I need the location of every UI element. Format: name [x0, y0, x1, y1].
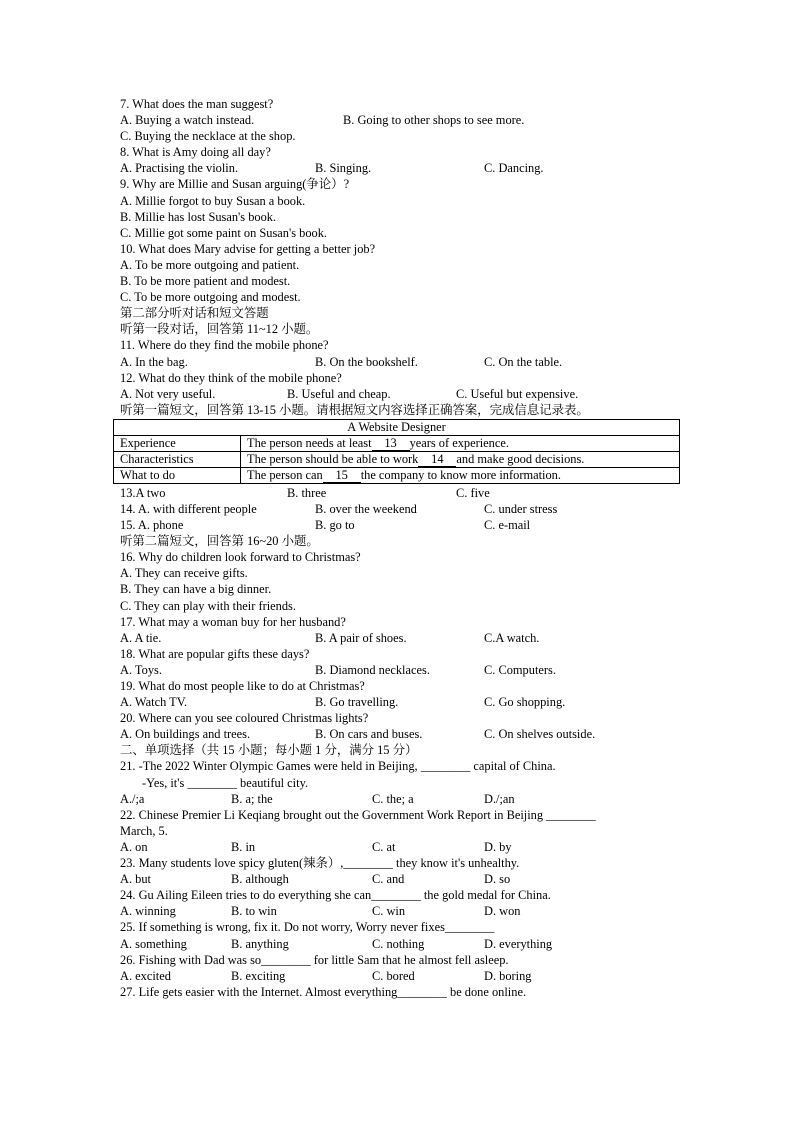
answer-option[interactable]: A. Practising the violin. — [120, 161, 239, 176]
answer-option[interactable]: C. bored — [372, 968, 415, 983]
answer-option[interactable]: B. over the weekend — [315, 501, 417, 516]
answer-option[interactable]: C. Go shopping. — [484, 695, 566, 710]
answer-option[interactable]: D. everything — [484, 936, 553, 951]
answer-option[interactable]: D. by — [484, 839, 512, 854]
row-label: Experience — [114, 435, 241, 451]
text-line: B. To be more patient and modest. — [120, 274, 291, 289]
answer-option[interactable]: C. Computers. — [484, 662, 556, 677]
text-line: B. Millie has lost Susan's book. — [120, 209, 277, 224]
answer-option[interactable]: B. A pair of shoes. — [315, 630, 407, 645]
answer-option[interactable]: D. boring — [484, 968, 532, 983]
answer-option[interactable]: B. go to — [315, 518, 355, 533]
answer-option[interactable]: B. On the bookshelf. — [315, 354, 418, 369]
answer-option[interactable]: B. Useful and cheap. — [287, 386, 391, 401]
answer-option[interactable]: C. On the table. — [484, 354, 563, 369]
text-line: C. Millie got some paint on Susan's book. — [120, 225, 328, 240]
text-line: March, 5. — [120, 823, 168, 838]
options-row — [120, 871, 680, 887]
answer-option[interactable]: C. Useful but expensive. — [456, 386, 579, 401]
exam-page — [120, 96, 680, 1000]
text-line: 听第一段对话，回答第 11~12 小题。 — [120, 322, 319, 337]
options-row — [120, 839, 680, 855]
answer-option[interactable]: A. Not very useful. — [120, 386, 216, 401]
options-row — [120, 936, 680, 952]
answer-option[interactable]: 15. A. phone — [120, 518, 184, 533]
answer-option[interactable]: C. the; a — [372, 791, 414, 806]
options-row — [120, 791, 680, 807]
row-label: Characteristics — [114, 451, 241, 467]
table-row — [114, 451, 680, 467]
text-line: 19. What do most people like to do at Christmas? — [120, 679, 365, 693]
text-line: A. To be more outgoing and patient. — [120, 257, 300, 272]
answer-option[interactable]: A. On buildings and trees. — [120, 727, 251, 742]
options-row — [120, 160, 680, 176]
answer-option[interactable]: B. Diamond necklaces. — [315, 662, 430, 677]
text-line: 17. What may a woman buy for her husband? — [120, 614, 346, 629]
answer-option[interactable]: A. In the bag. — [120, 354, 188, 369]
answer-option[interactable]: A. something — [120, 936, 187, 951]
answer-option[interactable]: 14. A. with different people — [120, 501, 257, 516]
options-row — [120, 968, 680, 984]
text-line: 听第二篇短文，回答第 16~20 小题。 — [120, 534, 319, 549]
row-content — [241, 435, 680, 451]
options-row — [120, 517, 680, 533]
row-text-before: The person can — [247, 467, 323, 482]
options-row — [120, 694, 680, 710]
answer-option[interactable]: C. On shelves outside. — [484, 727, 596, 742]
options-row — [120, 630, 680, 646]
text-line: -Yes, it's ________ beautiful city. — [142, 775, 309, 790]
row-text-after: the company to know more information. — [360, 467, 561, 482]
answer-option[interactable]: A. winning — [120, 904, 176, 919]
row-content — [241, 451, 680, 467]
answer-option[interactable]: A. but — [120, 872, 151, 887]
table-row — [114, 467, 680, 483]
answer-option[interactable]: D. so — [484, 872, 511, 887]
text-line: 10. What does Mary advise for getting a better job? — [120, 241, 376, 256]
answer-option[interactable]: B. to win — [231, 904, 277, 919]
options-row — [120, 354, 680, 370]
answer-option[interactable]: B. Go travelling. — [315, 695, 399, 710]
text-line: 9. Why are Millie and Susan arguing(争论）? — [120, 177, 350, 192]
text-line: 18. What are popular gifts these days? — [120, 646, 310, 661]
info-table — [113, 419, 680, 484]
answer-option[interactable]: A. Toys. — [120, 662, 162, 677]
row-text-after: and make good decisions. — [456, 451, 585, 466]
row-text-before: The person should be able to work — [247, 451, 419, 466]
answer-option[interactable]: C. nothing — [372, 936, 425, 951]
answer-option[interactable]: C.A watch. — [484, 630, 540, 645]
answer-option[interactable]: B. a; the — [231, 791, 273, 806]
answer-option[interactable]: C. Dancing. — [484, 161, 544, 176]
answer-option[interactable]: B. although — [231, 872, 289, 887]
table-title: A Website Designer — [114, 419, 680, 435]
text-line: 第二部分听对话和短文答题 — [120, 306, 269, 321]
row-text-before: The person needs at least — [247, 435, 372, 450]
answer-blank[interactable]: 14 — [418, 453, 456, 467]
table-row — [114, 435, 680, 451]
answer-blank[interactable]: 13 — [372, 437, 410, 451]
answer-option[interactable]: D./;an — [484, 791, 515, 806]
options-row — [120, 903, 680, 919]
text-line: 22. Chinese Premier Li Keqiang brought out the Government Work Report in Beijing ________ — [120, 807, 596, 822]
answer-option[interactable]: C. under stress — [484, 501, 558, 516]
text-line: 8. What is Amy doing all day? — [120, 145, 271, 160]
answer-option[interactable]: A. Watch TV. — [120, 695, 188, 710]
answer-blank[interactable]: 15 — [323, 469, 361, 483]
answer-option[interactable]: B. Singing. — [315, 161, 372, 176]
answer-option[interactable]: B. On cars and buses. — [315, 727, 423, 742]
text-line: 11. Where do they find the mobile phone? — [120, 338, 329, 353]
answer-option[interactable]: C. at — [372, 839, 396, 854]
text-line: B. They can have a big dinner. — [120, 582, 272, 597]
options-row — [120, 662, 680, 678]
text-line: 21. -The 2022 Winter Olympic Games were held in Beijing, ________ capital of China. — [120, 759, 556, 774]
answer-option[interactable]: A. excited — [120, 968, 171, 983]
answer-option[interactable]: B. anything — [231, 936, 289, 951]
text-line: C. To be more outgoing and modest. — [120, 290, 301, 305]
text-line: 23. Many students love spicy gluten(辣条）,________ they know it's unhealthy. — [120, 856, 520, 871]
text-line: 26. Fishing with Dad was so________ for little Sam that he almost fell asleep. — [120, 952, 509, 967]
text-line: C. Buying the necklace at the shop. — [120, 129, 296, 144]
row-text-after: years of experience. — [409, 435, 509, 450]
text-line: 7. What does the man suggest? — [120, 97, 274, 111]
answer-option[interactable]: A. A tie. — [120, 630, 162, 645]
text-line: A. Millie forgot to buy Susan a book. — [120, 193, 306, 208]
answer-option[interactable]: C. five — [456, 485, 490, 500]
answer-option[interactable]: A. on — [120, 839, 148, 854]
answer-option[interactable]: B. in — [231, 839, 256, 854]
options-row — [120, 726, 680, 742]
text-line: C. They can play with their friends. — [120, 598, 296, 613]
answer-option[interactable]: B. three — [287, 485, 327, 500]
text-line: 27. Life gets easier with the Internet. Almost everything________ be done online. — [120, 984, 527, 999]
answer-option[interactable]: 13.A two — [120, 485, 166, 500]
text-line: 二、单项选择（共 15 小题；每小题 1 分，满分 15 分） — [120, 743, 418, 758]
row-content — [241, 467, 680, 483]
text-line: 25. If something is wrong, fix it. Do not worry, Worry never fixes________ — [120, 920, 495, 935]
text-line: A. They can receive gifts. — [120, 566, 248, 581]
answer-option[interactable]: B. exciting — [231, 968, 286, 983]
text-line: 24. Gu Ailing Eileen tries to do everything she can________ the gold medal for China. — [120, 888, 551, 903]
answer-option[interactable]: A./;a — [120, 791, 145, 806]
text-line: 12. What do they think of the mobile phone? — [120, 370, 342, 385]
answer-option[interactable]: C. e-mail — [484, 518, 531, 533]
answer-option[interactable]: A. Buying a watch instead. — [120, 113, 255, 128]
answer-option[interactable]: C. and — [372, 872, 405, 887]
answer-option[interactable]: D. won — [484, 904, 521, 919]
options-row — [120, 386, 680, 402]
options-row — [120, 501, 680, 517]
options-row — [120, 485, 680, 501]
text-line: 听第一篇短文，回答第 13-15 小题。请根据短文内容选择正确答案，完成信息记录表。 — [120, 402, 589, 417]
answer-option[interactable]: C. win — [372, 904, 406, 919]
text-line: 16. Why do children look forward to Christmas? — [120, 550, 361, 565]
options-row — [120, 112, 680, 128]
row-label: What to do — [114, 467, 241, 483]
text-line: 20. Where can you see coloured Christmas lights? — [120, 711, 369, 726]
answer-option[interactable]: B. Going to other shops to see more. — [343, 113, 525, 128]
